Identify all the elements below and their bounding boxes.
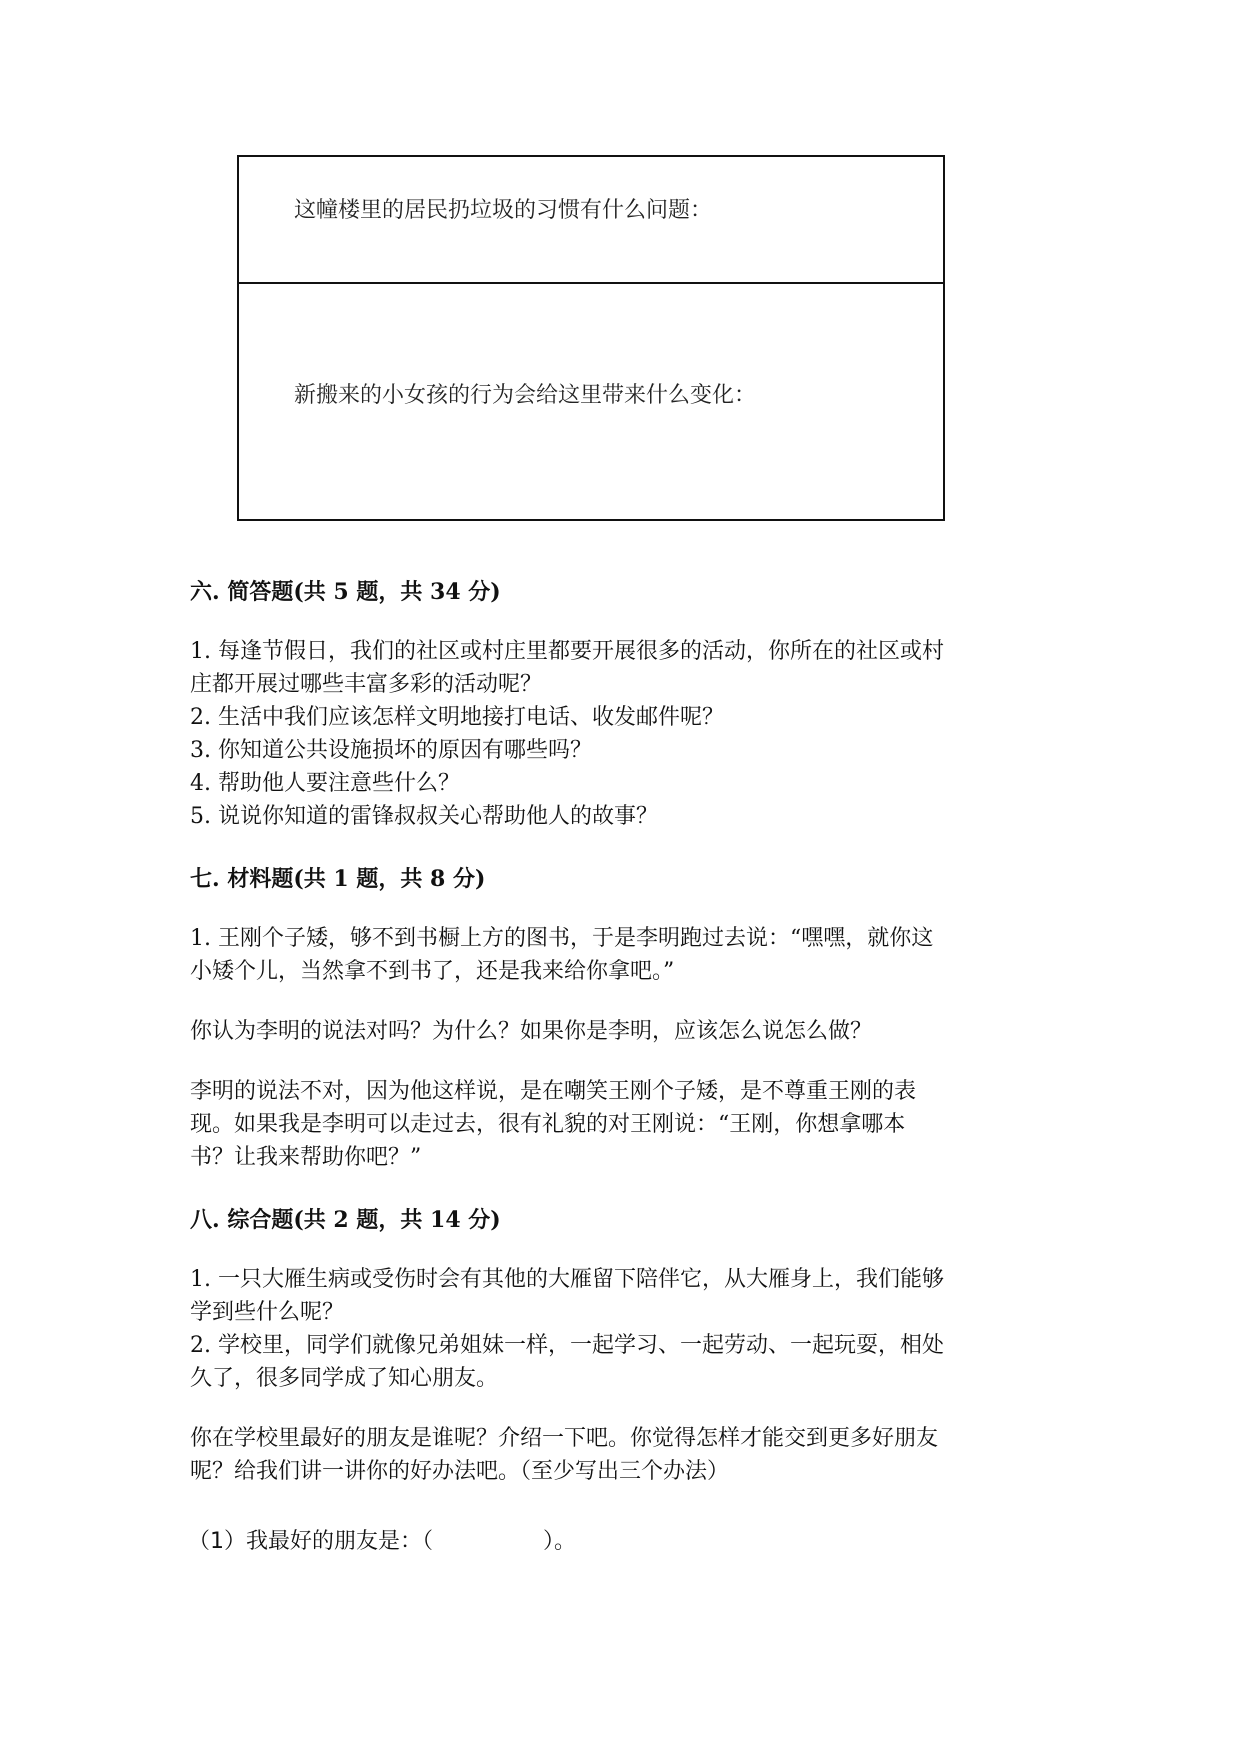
table-cell-text: 这幢楼里的居民扔垃圾的习惯有什么问题：	[294, 198, 713, 223]
table-row	[239, 284, 943, 521]
answer-text: 李明的说法不对，因为他这样说，是在嘲笑王刚个子矮，是不尊重王刚的表	[190, 1079, 917, 1104]
question-text: 5. 说说你知道的雷锋叔叔关心帮助他人的故事？	[190, 804, 658, 829]
question-text: 你认为李明的说法对吗？为什么？如果你是李明，应该怎么说怎么做？	[190, 1019, 873, 1044]
question-text: 你在学校里最好的朋友是谁呢？介绍一下吧。你觉得怎样才能交到更多好朋友	[190, 1426, 939, 1451]
worksheet-table	[237, 155, 945, 521]
question-text: 学到些什么呢？	[190, 1300, 345, 1325]
question-text: 久了，很多同学成了知心朋友。	[190, 1366, 499, 1391]
answer-text: 书？让我来帮助你吧？”	[190, 1145, 422, 1170]
table-cell-text: 新搬来的小女孩的行为会给这里带来什么变化：	[294, 383, 757, 408]
question-text: 2. 学校里，同学们就像兄弟姐妹一样，一起学习、一起劳动、一起玩耍，相处	[190, 1333, 944, 1358]
section-heading: 六. 简答题(共 5 题，共 34 分)	[190, 579, 501, 605]
answer-text: 现。如果我是李明可以走过去，很有礼貌的对王刚说：“王刚，你想拿哪本	[190, 1112, 906, 1137]
table-row	[239, 157, 943, 284]
answer-blank: （1）我最好的朋友是：（ ）。	[188, 1529, 576, 1554]
question-text: 2. 生活中我们应该怎样文明地接打电话、收发邮件呢？	[190, 705, 724, 730]
question-text: 3. 你知道公共设施损坏的原因有哪些吗？	[190, 738, 592, 763]
question-text: 4. 帮助他人要注意些什么？	[190, 771, 460, 796]
question-text: 1. 一只大雁生病或受伤时会有其他的大雁留下陪伴它，从大雁身上，我们能够	[190, 1267, 944, 1292]
question-text: 小矮个儿，当然拿不到书了，还是我来给你拿吧。”	[190, 959, 675, 984]
section-heading: 七. 材料题(共 1 题，共 8 分)	[190, 866, 486, 892]
section-heading: 八. 综合题(共 2 题，共 14 分)	[190, 1207, 501, 1233]
question-text: 1. 王刚个子矮，够不到书橱上方的图书，于是李明跑过去说：“嘿嘿，就你这	[190, 926, 934, 951]
question-text: 庄都开展过哪些丰富多彩的活动呢？	[190, 672, 543, 697]
question-text: 呢？给我们讲一讲你的好办法吧。（至少写出三个办法）	[190, 1459, 730, 1484]
question-text: 1. 每逢节假日，我们的社区或村庄里都要开展很多的活动，你所在的社区或村	[190, 639, 944, 664]
